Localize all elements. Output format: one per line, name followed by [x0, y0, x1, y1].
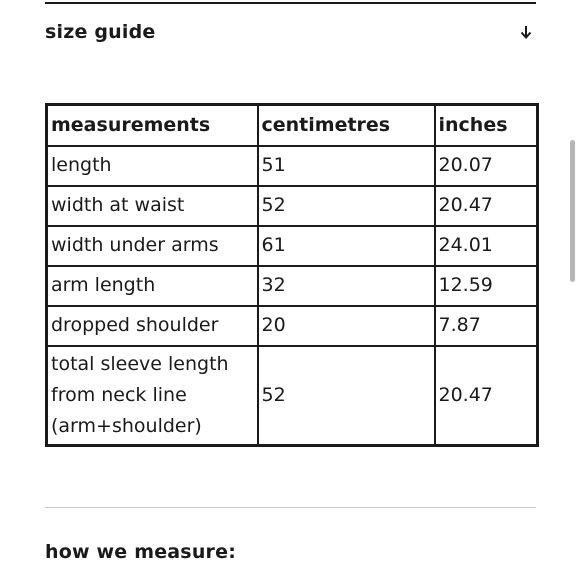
table-header-row: [47, 105, 538, 146]
cm-cell: 20: [258, 306, 435, 346]
cm-cell: 51: [258, 146, 435, 186]
measurement-cell: width at waist: [47, 186, 258, 226]
table-row: [47, 346, 538, 446]
measurement-cell: arm length: [47, 266, 258, 306]
inches-cell: 24.01: [435, 226, 538, 266]
header-measurements: measurements: [47, 105, 258, 146]
cm-cell: 52: [258, 346, 435, 446]
measurement-line: from neck line: [51, 383, 187, 406]
arrow-down-icon[interactable]: [518, 23, 534, 41]
inches-cell: 12.59: [435, 266, 538, 306]
measurement-cell: length: [47, 146, 258, 186]
measurement-line: total sleeve length: [51, 352, 229, 375]
size-guide-toggle[interactable]: [45, 18, 536, 46]
size-guide-table: [45, 103, 539, 447]
measurement-cell: dropped shoulder: [47, 306, 258, 346]
how-we-measure-title[interactable]: how we measure:: [45, 541, 236, 563]
measurement-cell: width under arms: [47, 226, 258, 266]
header-inches: inches: [435, 105, 538, 146]
top-divider: [45, 2, 536, 4]
table-row: [47, 226, 538, 266]
inches-cell: 7.87: [435, 306, 538, 346]
measurement-line: (arm+shoulder): [51, 414, 202, 437]
scrollbar-thumb[interactable]: [570, 140, 575, 282]
table-row: [47, 186, 538, 226]
table-row: [47, 266, 538, 306]
table-row: [47, 146, 538, 186]
inches-cell: 20.47: [435, 346, 538, 446]
section-divider: [45, 507, 536, 508]
arrow-down-icon-svg: [520, 25, 532, 39]
cm-cell: 61: [258, 226, 435, 266]
size-guide-title: size guide: [45, 21, 156, 43]
inches-cell: 20.07: [435, 146, 538, 186]
measurement-cell: [47, 346, 258, 446]
inches-cell: 20.47: [435, 186, 538, 226]
cm-cell: 52: [258, 186, 435, 226]
cm-cell: 32: [258, 266, 435, 306]
table-row: [47, 306, 538, 346]
header-centimetres: centimetres: [258, 105, 435, 146]
